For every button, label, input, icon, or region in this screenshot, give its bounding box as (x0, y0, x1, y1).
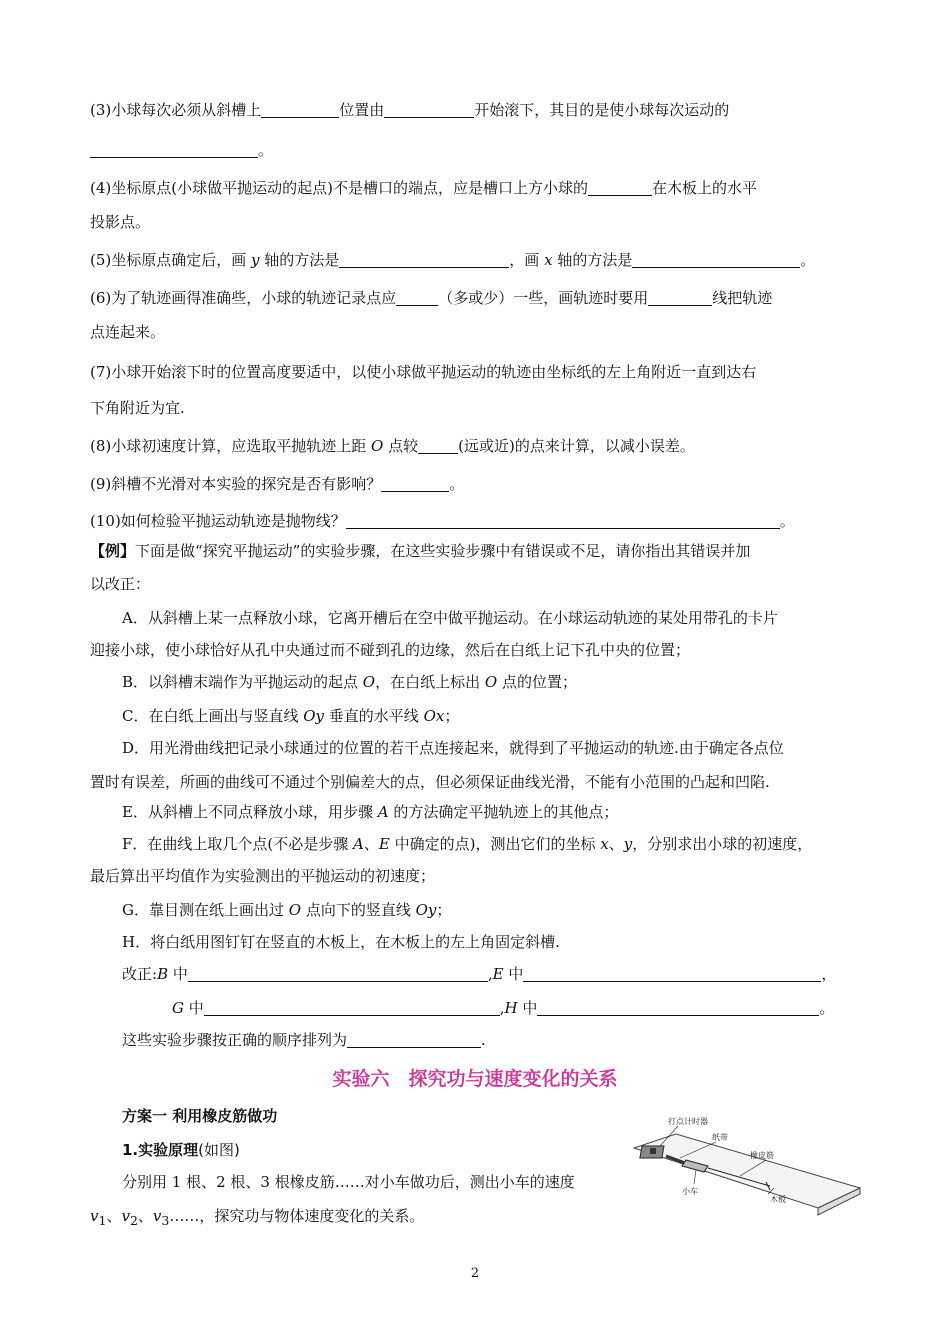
q7-text-a: (7)小球开始滚下时的位置高度要适中，以使小球做平抛运动的轨迹由坐标纸的左上角附近一直到达右 (90, 363, 757, 381)
step-d-text-a: D．用光滑曲线把记录小球通过的位置的若干点连接起来，就得到了平抛运动的轨迹.由于确定各点位 (122, 739, 784, 757)
fix-comma-c: , (499, 999, 505, 1017)
step-d-line-2 (90, 772, 860, 792)
fix-b-zhong: 中 (168, 965, 188, 983)
step-g-text-a: G．靠目测在纸上画出过 (122, 901, 289, 919)
q6-blank-1[interactable] (396, 289, 438, 306)
q5-text-a: (5)坐标原点确定后，画 (90, 251, 252, 269)
fix-comma-a: , (487, 965, 493, 983)
q3-blank-1[interactable] (261, 101, 339, 118)
step-g-o: O (288, 901, 302, 919)
step-b-o: O (362, 673, 376, 691)
label-cart: 小车 (682, 1187, 698, 1196)
q8-text-a: (8)小球初速度计算，应选取平抛轨迹上距 (90, 437, 372, 455)
fix-g-zhong: 中 (183, 999, 204, 1017)
desc-s1: 1 (98, 1213, 107, 1228)
fix-label: 改正: (122, 965, 158, 983)
step-e-ref: A (377, 803, 389, 821)
step-c-ox: Ox (423, 707, 445, 725)
desc-v2: v (121, 1207, 130, 1225)
q10-blank[interactable] (346, 512, 780, 529)
question-10-line (90, 511, 860, 531)
q8-blank[interactable] (418, 437, 458, 454)
q6-text-d: 点连起来。 (90, 323, 166, 341)
q6-text-b: （多或少）一些，画轨迹时要用 (438, 289, 649, 307)
cart-leader (694, 1170, 696, 1184)
q4-text-a: (4)坐标原点(小球做平抛运动的起点)不是槽口的端点，应是槽口上方小球的 (90, 179, 588, 197)
step-c-text-b: 垂直的水平线 (324, 707, 424, 725)
q3-text-a: (3)小球每次必须从斜槽上 (90, 101, 262, 119)
question-8-line (90, 436, 860, 456)
q3-text-b: 位置由 (339, 101, 385, 119)
label-rubber: 橡皮筋 (750, 1151, 774, 1160)
q9-blank[interactable] (381, 475, 449, 492)
fix-g-blank[interactable] (204, 999, 500, 1016)
q5-text-c: ，画 (509, 251, 545, 269)
step-g-line (122, 900, 860, 920)
desc-line-2 (90, 1206, 630, 1231)
board-top (634, 1134, 860, 1208)
fix-g: G (172, 999, 184, 1017)
example-line-1 (90, 541, 860, 561)
q9-text-a: (9)斜槽不光滑对本实验的探究是否有影响？ (90, 475, 382, 493)
step-b-text-b: ，在白纸上标出 (375, 673, 485, 691)
q4-blank[interactable] (588, 179, 652, 196)
q10-end: 。 (779, 512, 795, 530)
step-e-line (122, 802, 860, 822)
fix-b: B (157, 965, 169, 983)
fix-h: H (504, 999, 518, 1017)
q6-blank-2[interactable] (648, 289, 712, 306)
q10-text-a: (10)如何检验平抛运动轨迹是抛物线？ (90, 512, 346, 530)
q7-text-b: 下角附近为宜. (90, 399, 185, 417)
label-board: 木板 (770, 1195, 786, 1204)
step-f-text-d: 最后算出平均值作为实验测出的平抛运动的初速度； (90, 867, 436, 885)
q5-blank-2[interactable] (632, 251, 800, 268)
q5-end: 。 (800, 251, 816, 269)
step-f-line-2 (90, 866, 860, 886)
q5-blank-1[interactable] (339, 251, 509, 268)
step-f-sep2: 、 (608, 835, 624, 853)
step-f-x: x (600, 835, 609, 853)
step-d-text-b: 置时有误差，所画的曲线可不通过个别偏差大的点，但必须保证曲线光滑，不能有小范围的凸起和凹陷. (90, 773, 770, 791)
question-5-line (90, 250, 860, 270)
desc-v3: v (152, 1207, 162, 1225)
order-line (122, 1030, 860, 1050)
principle-note: (如图) (198, 1141, 240, 1159)
q3-text-c: 开始滚下，其目的是使小球每次运动的 (474, 101, 730, 119)
step-f-r2: E (378, 835, 390, 853)
plan-heading: 方案一 利用橡皮筋做功 (122, 1107, 278, 1125)
step-c-text-a: C．在白纸上画出与竖直线 (122, 707, 304, 725)
step-a-line-1 (122, 608, 860, 628)
question-6-line-1 (90, 288, 860, 308)
step-b-line (122, 672, 860, 692)
q3-end: 。 (258, 141, 274, 159)
step-e-text-a: E．从斜槽上不同点释放小球，用步骤 (122, 803, 378, 821)
q5-y: y (251, 251, 260, 269)
step-f-y: y (623, 835, 633, 853)
step-f-text-a: F．在曲线上取几个点(不必是步骤 (122, 835, 354, 853)
q6-text-a: (6)为了轨迹画得准确些，小球的轨迹记录点应 (90, 289, 397, 307)
q3-blank-3[interactable] (90, 141, 258, 158)
step-c-oy: Oy (303, 707, 325, 725)
step-h-line (122, 932, 860, 952)
step-b-o2: O (484, 673, 498, 691)
q6-text-c: 线把轨迹 (712, 289, 773, 307)
step-a-text-a: A．从斜槽上某一点释放小球，它离开槽后在空中做平抛运动。在小球运动轨迹的某处用带孔的卡片 (122, 609, 778, 627)
question-4-line-2 (90, 212, 860, 232)
step-c-line (122, 706, 860, 726)
desc-sep-1: 、 (106, 1207, 122, 1225)
fix-comma-b: ， (821, 965, 837, 983)
step-e-text-b: 的方法确定平抛轨迹上的其他点； (388, 803, 619, 821)
example-text-b: 以改正： (90, 575, 151, 593)
question-3-line-1 (90, 100, 860, 120)
order-blank[interactable] (347, 1031, 481, 1048)
step-f-text-c: ，分别求出小球的初速度， (632, 835, 813, 853)
order-text: 这些实验步骤按正确的顺序排列为 (122, 1031, 348, 1049)
q5-x: x (544, 251, 553, 269)
step-g-text-b: 点向下的竖直线 (301, 901, 416, 919)
step-g-text-c: ； (436, 901, 452, 919)
question-7-line-1 (90, 362, 860, 382)
desc-line-1 (122, 1172, 622, 1192)
fix-e-blank[interactable] (523, 965, 821, 982)
fix-line-2 (172, 998, 860, 1018)
step-b-text-a: B．以斜槽末端作为平抛运动的起点 (122, 673, 363, 691)
step-a-line-2 (90, 640, 860, 660)
q8-o: O (371, 437, 384, 455)
fix-e: E (492, 965, 504, 983)
step-f-sep: 、 (363, 835, 379, 853)
example-text-a: 下面是做“探究平抛运动”的实验步骤，在这些实验步骤中有错误或不足，请你指出其错误并加 (135, 542, 751, 560)
q9-end: 。 (449, 475, 465, 493)
q4-text-b: 在木板上的水平 (651, 179, 757, 197)
example-line-2 (90, 574, 860, 594)
step-h-text-a: H．将白纸用图钉钉在竖直的木板上，在木板上的左上角固定斜槽. (122, 933, 560, 951)
fix-b-blank[interactable] (188, 965, 488, 982)
question-9-line (90, 474, 860, 494)
q5-text-d: 轴的方法是 (552, 251, 633, 269)
section-title: 实验六 探究功与速度变化的关系 (332, 1068, 618, 1090)
step-f-line-1 (122, 834, 860, 854)
q4-text-c: 投影点。 (90, 213, 151, 231)
step-f-text-b: 中确定的点)，测出它们的坐标 (389, 835, 601, 853)
principle-title: 1.实验原理 (122, 1141, 199, 1159)
q8-text-b: 点较 (383, 437, 419, 455)
label-timer: 打点计时器 (668, 1117, 708, 1126)
fix-h-zhong: 中 (517, 999, 538, 1017)
fix-h-blank[interactable] (537, 999, 819, 1016)
step-f-r1: A (353, 835, 364, 853)
step-a-text-b: 迎接小球，使小球恰好从孔中央通过而不碰到孔的边缘，然后在白纸上记下孔中央的位置； (90, 641, 691, 659)
label-tape: 纸带 (712, 1133, 728, 1142)
fix-line-1 (122, 964, 860, 984)
step-b-text-c: 点的位置； (497, 673, 577, 691)
page-number: 2 (470, 1266, 480, 1281)
desc-sep-2: 、 (137, 1207, 153, 1225)
question-6-line-2 (90, 322, 860, 342)
question-7-line-2 (90, 398, 860, 418)
apparatus-figure (628, 1112, 866, 1232)
desc-s3: 3 (161, 1213, 170, 1228)
step-c-text-c: ； (444, 707, 460, 725)
q8-text-c: (远或近)的点来计算，以减小误差。 (458, 437, 695, 455)
apparatus-diagram (628, 1112, 866, 1232)
desc-text-a: 分别用 1 根、2 根、3 根橡皮筋……对小车做功后，测出小车的速度 (122, 1173, 575, 1191)
step-g-oy: Oy (415, 901, 437, 919)
principle-heading (122, 1140, 240, 1160)
order-end: . (481, 1031, 486, 1049)
q3-blank-2[interactable] (384, 101, 474, 118)
fix-e-zhong: 中 (503, 965, 524, 983)
question-4-line-1 (90, 178, 860, 198)
example-tag: 【例】 (90, 542, 136, 560)
question-3-line-2 (90, 140, 860, 160)
timer-part (650, 1148, 656, 1154)
q5-text-b: 轴的方法是 (259, 251, 340, 269)
desc-text-b: ……，探究功与物体速度变化的关系。 (169, 1207, 425, 1225)
desc-v1: v (90, 1207, 99, 1225)
desc-s2: 2 (129, 1213, 138, 1228)
step-d-line-1 (122, 738, 860, 758)
fix-end: 。 (819, 999, 835, 1017)
